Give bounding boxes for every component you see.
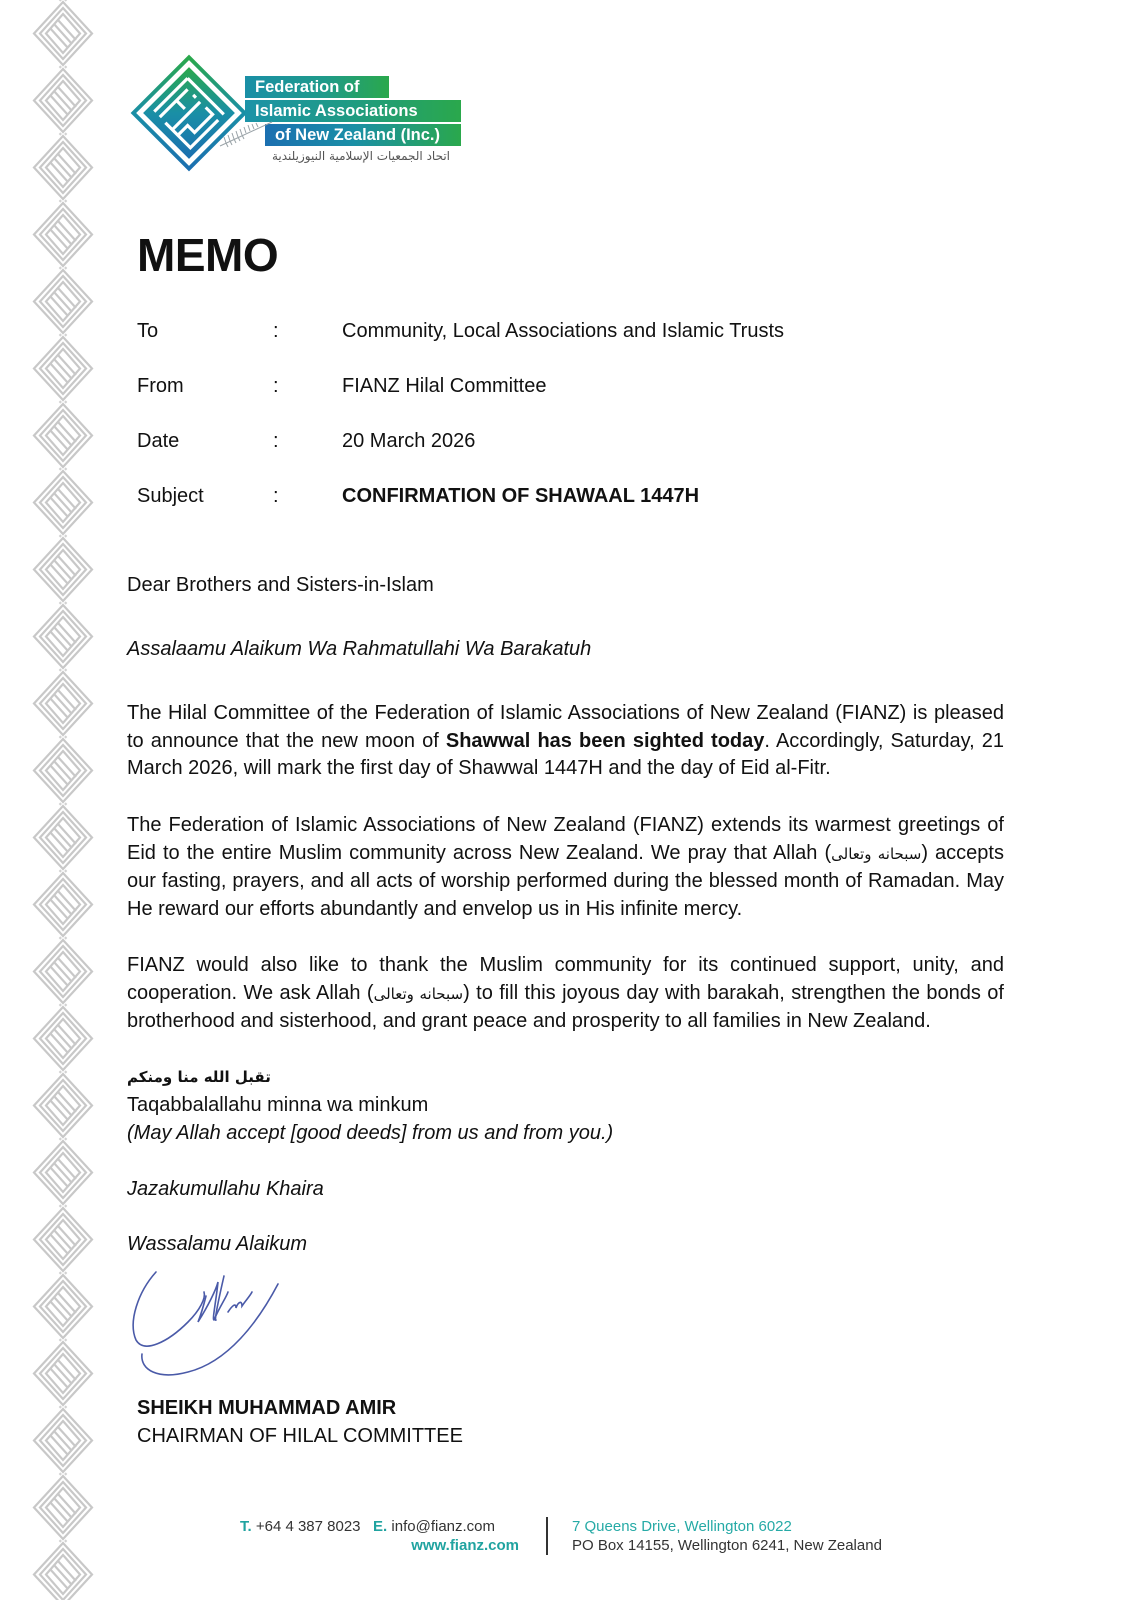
memo-row-to [137,317,1037,345]
logo-banner-line3: of New Zealand (Inc.) [265,124,461,146]
phone-label: T. [240,1518,252,1535]
memo-value-subject: CONFIRMATION OF SHAWAAL 1447H [342,485,700,507]
memo-colon: : [273,375,279,397]
paragraph-announcement [127,700,1004,783]
postal-address: PO Box 14155, Wellington 6241, New Zealand [572,1537,882,1554]
memo-row-date [137,427,1037,455]
paragraph-emphasis: Shawwal has been sighted today [445,729,765,752]
website-link[interactable]: www.fianz.com [411,1537,519,1554]
footer-contact [0,1515,1129,1559]
closing-line: Wassalamu Alaikum [127,1233,308,1255]
street-address: 7 Queens Drive, Wellington 6022 [572,1518,792,1535]
memo-colon: : [273,485,279,507]
logo-banner-line1: Federation of [245,76,389,98]
logo-banner-line2: Islamic Associations [245,100,461,122]
paragraph-text: FIANZ would also like to thank the Muslim community for its continued support, unity, and cooperation. We ask Allah ( [127,954,1004,1004]
dua-translation: (May Allah accept [good deeds] from us and from you.) [127,1122,614,1144]
arabic-honorific: سبحانه وتعالى [831,844,922,863]
footer-contact-left [240,1517,520,1555]
memo-value-to: Community, Local Associations and Islamic Trusts [342,320,785,342]
paragraph-thanks [127,952,1004,1036]
footer-address [572,1517,882,1555]
salutation: Dear Brothers and Sisters-in-Islam [127,574,434,596]
signatory-title: CHAIRMAN OF HILAL COMMITTEE [137,1425,463,1447]
silver-fern-icon [218,120,274,148]
memo-label-subject: Subject [137,485,204,507]
arabic-honorific: سبحانه وتعالى [373,984,464,1003]
memo-title: MEMO [137,229,279,281]
handwritten-signature [128,1262,298,1382]
dua-transliteration: Taqabbalallahu minna wa minkum [127,1094,429,1116]
footer-divider [546,1517,548,1555]
paragraph-text: The Hilal Committee of the Federation of Islamic Associations of New Zealand (FIANZ) is pleased to announce that the new moon of [127,702,1004,752]
logo-arabic-text: اتحاد الجمعيات الإسلامية النيوزيلندية [271,149,450,163]
dua-arabic: تقبل الله منا ومنكم [127,1068,271,1086]
paragraph-text: . Accordingly, Saturday, 21 March 2026, will mark the first day of Shawwal 1447H and the day of Eid al-Fitr. [127,729,1004,779]
email-label: E. [373,1518,388,1535]
memo-row-subject [137,482,1037,510]
memo-label-to: To [137,320,159,342]
footer-phone-email [240,1517,520,1536]
memo-label-date: Date [137,430,180,452]
thanks-line: Jazakumullahu Khaira [127,1178,324,1200]
memo-value-date: 20 March 2026 [342,430,476,452]
fianz-logo [128,52,458,177]
memo-colon: : [273,320,279,342]
memo-label-from: From [137,375,184,397]
signatory-name: SHEIKH MUHAMMAD AMIR [137,1397,397,1419]
phone-number: +64 4 387 8023 [255,1518,361,1535]
paragraph-text: ) to fill this joyous day with barakah, strengthen the bonds of brotherhood and sisterhood, and grant peace and prosperity to all families in New Zealand. [127,981,1004,1032]
memo-colon: : [273,430,279,452]
email-link[interactable]: info@fianz.com [391,1518,496,1535]
paragraph-text: ) accepts our fasting, prayers, and all acts of worship performed during the blessed month of Ramadan. May He reward our efforts abundantly and envelop us in His infinite mercy. [127,841,1004,920]
memo-value-from: FIANZ Hilal Committee [342,375,547,397]
paragraph-text: The Federation of Islamic Associations of New Zealand (FIANZ) extends its warmest greetings of Eid to the entire Muslim community across New Zealand. We pray that Allah ( [127,814,1004,864]
paragraph-greetings [127,812,1004,923]
memo-row-from [137,372,1037,400]
decorative-border-pattern [32,0,94,1600]
islamic-greeting: Assalaamu Alaikum Wa Rahmatullahi Wa Barakatuh [127,638,592,660]
